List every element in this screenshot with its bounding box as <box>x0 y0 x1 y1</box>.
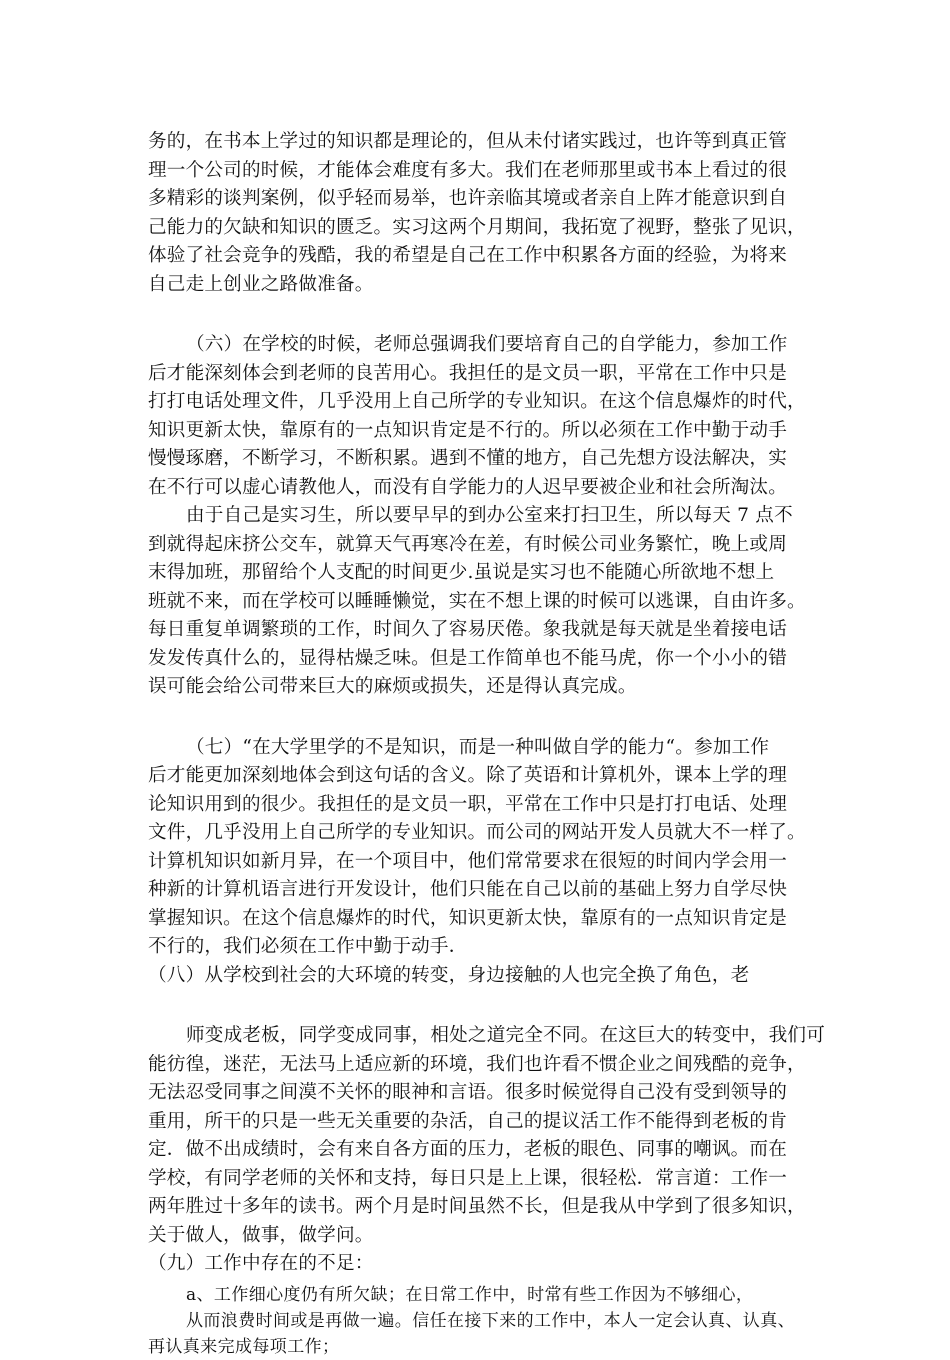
text-line: 无法忍受同事之间漠不关怀的眼神和言语。很多时候觉得自己没有受到领导的 <box>148 1082 787 1103</box>
text-line: 后才能更加深刻地体会到这句话的含义。除了英语和计算机外，课本上学的理 <box>148 765 787 786</box>
text-line: （八）从学校到社会的大环境的转变，身边接触的人也完全换了角色，老 <box>148 965 750 986</box>
section-six-first-line: （六）在学校的时候，老师总强调我们要培育自己的自学能力，参加工作 <box>186 334 788 355</box>
text-line: （九）工作中存在的不足： <box>148 1253 374 1274</box>
text-line: 误可能会给公司带来巨大的麻烦或损失，还是得认真完成。 <box>148 676 637 697</box>
text-line: 到就得起床挤公交车，就算天气再寒冷在差，有时候公司业务繁忙，晚上或周 <box>148 534 787 555</box>
text-line: 种新的计算机语言进行开发设计，他们只能在自己以前的基础上努力自学尽快 <box>148 879 787 900</box>
text-line: 论知识用到的很少。我担任的是文员一职，平常在工作中只是打打电话、处理 <box>148 794 787 815</box>
text-line: 多精彩的谈判案例，似乎轻而易举，也许亲临其境或者亲自上阵才能意识到自 <box>148 188 787 209</box>
text-line: 定．做不出成绩时，会有来自各方面的压力，老板的眼色、同事的嘲讽。而在 <box>148 1139 787 1160</box>
text-line: 文件，几乎没用上自己所学的专业知识。而公司的网站开发人员就大不一样了。 <box>148 822 806 843</box>
text-line: 打打电话处理文件，几乎没用上自己所学的专业知识。在这个信息爆炸的时代， <box>148 391 806 412</box>
text-line: 后才能深刻体会到老师的良苦用心。我担任的是文员一职，平常在工作中只是 <box>148 363 787 384</box>
text-line: 不行的，我们必须在工作中勤于动手． <box>148 936 468 957</box>
text-line: 自己走上创业之路做准备。 <box>148 274 374 295</box>
section-nine-heading: a、工作细心度仍有所欠缺；在日常工作中，时常有些工作因为不够细心， <box>186 1285 754 1305</box>
text-line: 计算机知识如新月异，在一个项目中，他们常常要求在很短的时间内学会用一 <box>148 851 787 872</box>
text-line: 慢慢琢磨，不断学习，不断积累。遇到不懂的地方，自己先想方设法解决，实 <box>148 448 787 469</box>
text-line: 末得加班，那留给个人支配的时间更少.虽说是实习也不能随心所欲地不想上 <box>148 562 775 583</box>
text-line: 由于自己是实习生，所以要早早的到办公室来打扫卫生，所以每天 7 点不 <box>186 505 793 526</box>
text-line: 两年胜过十多年的读书。两个月是时间虽然不长，但是我从中学到了很多知识， <box>148 1196 806 1217</box>
text-line: 从而浪费时间或是再做一遍。信任在接下来的工作中，本人一定会认真、认真、 <box>186 1311 795 1331</box>
section-eight-first-line: 师变成老板，同学变成同事，相处之道完全不同。在这巨大的转变中，我们可 <box>186 1025 825 1046</box>
text-line: 再认真来完成每项工作； <box>148 1337 340 1357</box>
text-line: 掌握知识。在这个信息爆炸的时代，知识更新太快，靠原有的一点知识肯定是 <box>148 908 787 929</box>
text-line: 在不行可以虚心请教他人，而没有自学能力的人迟早要被企业和社会所淘汰。 <box>148 477 787 498</box>
section-seven-first-line: （七）“在大学里学的不是知识，而是一种叫做自学的能力“。参加工作 <box>186 737 770 758</box>
text-line: 己能力的欠缺和知识的匮乏。实习这两个月期间，我拓宽了视野，整张了见识， <box>148 217 806 238</box>
text-line: 能彷徨，迷茫，无法马上适应新的环境，我们也许看不惯企业之间残酷的竞争， <box>148 1054 806 1075</box>
text-line: 重用，所干的只是一些无关重要的杂活，自己的提议活工作不能得到老板的肯 <box>148 1111 787 1132</box>
text-line: 关于做人，做事，做学问。 <box>148 1225 374 1246</box>
text-line: 学校，有同学老师的关怀和支持，每日只是上上课，很轻松．常言道：工作一 <box>148 1168 787 1189</box>
text-line: 发发传真什么的，显得枯燥乏味。但是工作简单也不能马虎，你一个小小的错 <box>148 648 787 669</box>
text-line: 理一个公司的时候，才能体会难度有多大。我们在老师那里或书本上看过的很 <box>148 160 787 181</box>
text-line: 班就不来，而在学校可以睡睡懒觉，实在不想上课的时候可以逃课，自由许多。 <box>148 591 806 612</box>
text-line: 每日重复单调繁琐的工作，时间久了容易厌倦。象我就是每天就是坐着接电话 <box>148 619 787 640</box>
text-line: 务的，在书本上学过的知识都是理论的，但从未付诸实践过，也许等到真正管 <box>148 131 787 152</box>
text-line: 体验了社会竞争的残酷，我的希望是自己在工作中积累各方面的经验，为将来 <box>148 245 787 266</box>
text-line: 知识更新太快，靠原有的一点知识肯定是不行的。所以必须在工作中勤于动手 <box>148 420 787 441</box>
